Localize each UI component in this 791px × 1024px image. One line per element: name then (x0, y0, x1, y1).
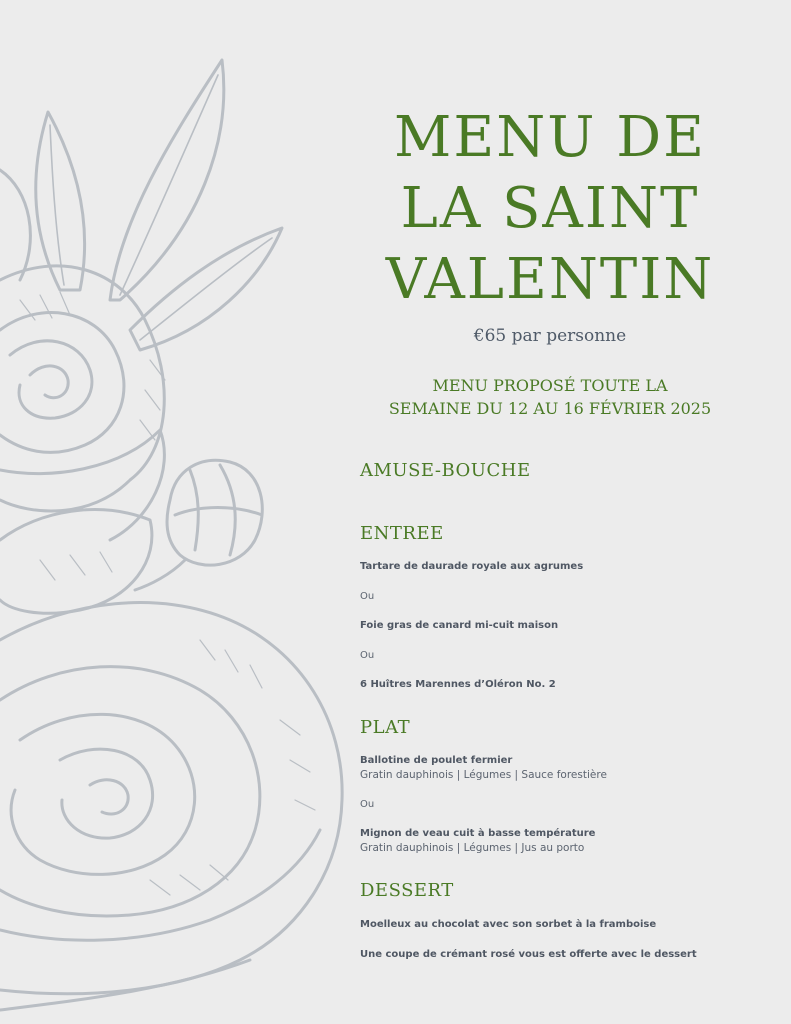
menu-title (360, 102, 740, 315)
menu-dates (360, 374, 740, 420)
leaf-shape (0, 170, 30, 280)
plat-item-name: Mignon de veau cuit à basse température (360, 828, 596, 839)
plat-item-sides: Gratin dauphinois | Légumes | Sauce forestière (360, 769, 607, 781)
leaf-shape (110, 60, 224, 300)
separator-ou: Ou (360, 799, 375, 810)
section-amuse-bouche: AMUSE-BOUCHE (360, 460, 531, 481)
plat-item-name: Ballotine de poulet fermier (360, 755, 513, 766)
dessert-item: Une coupe de crémant rosé vous est offerte avec le dessert (360, 949, 697, 960)
title-line: MENU DE (394, 105, 706, 170)
separator-ou: Ou (360, 591, 375, 602)
separator-ou: Ou (360, 650, 375, 661)
price-per-person: €65 par personne (473, 326, 627, 346)
section-dessert: DESSERT (360, 880, 454, 901)
peony-shape (0, 603, 342, 994)
title-line: LA SAINT (400, 176, 700, 241)
entree-item: 6 Huîtres Marennes d’Oléron No. 2 (360, 679, 556, 690)
title-line: VALENTIN (385, 247, 715, 312)
dates-line: SEMAINE DU 12 AU 16 FÉVRIER 2025 (388, 399, 712, 418)
peony-floral-illustration-icon (0, 0, 360, 1024)
section-entree: ENTREE (360, 523, 444, 544)
entree-item: Foie gras de canard mi-cuit maison (360, 620, 559, 631)
dates-line: MENU PROPOSÉ TOUTE LA (432, 376, 668, 395)
menu-content (360, 0, 770, 1024)
dessert-item: Moelleux au chocolat avec son sorbet à la framboise (360, 919, 657, 930)
entree-item: Tartare de daurade royale aux agrumes (360, 561, 584, 572)
section-plat: PLAT (360, 717, 411, 738)
plat-item-sides: Gratin dauphinois | Légumes | Jus au porto (360, 842, 585, 854)
